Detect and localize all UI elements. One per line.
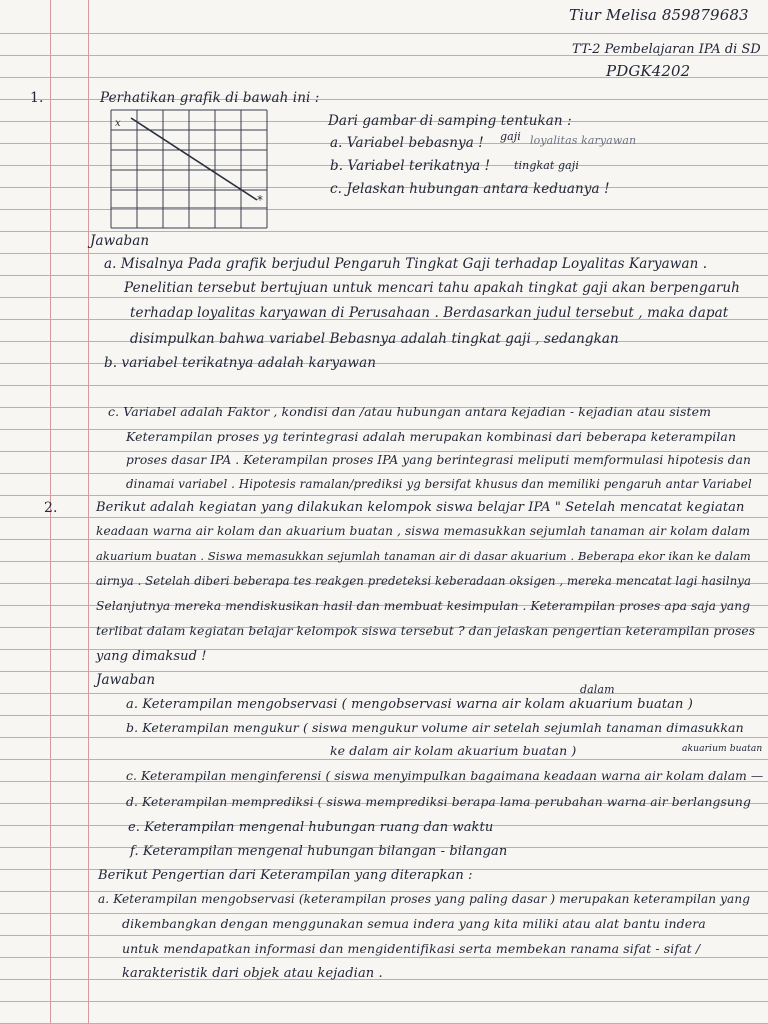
q2-definition-line: untuk mendapatkan informasi dan mengidentifikasi serta membekan ranama sifat - sifat /	[122, 941, 701, 956]
q1-item-a: a. Variabel bebasnya !	[330, 135, 484, 151]
q2-text-line: akuarium buatan . Siswa memasukkan sejumlah tanaman air di dasar akuarium . Beberapa ekor ikan ke dalam	[96, 549, 751, 563]
q2-answer-line: e. Keterampilan mengenal hubungan ruang dan waktu	[128, 820, 494, 835]
q2-text-line: yang dimaksud !	[96, 649, 207, 664]
q1-note-tingkat: tingkat gaji	[514, 159, 579, 172]
student-name-id: Tiur Melisa 859879683	[569, 6, 749, 24]
q2-answer-line: a. Keterampilan mengobservasi ( mengobservasi warna air kolam akuarium buatan )	[126, 697, 693, 712]
q1-answer-line: disimpulkan bahwa variabel Bebasnya adalah tingkat gaji , sedangkan	[130, 331, 619, 347]
question-1-number: 1.	[30, 90, 44, 106]
q1-answer-line: dinamai variabel . Hipotesis ramalan/prediksi yg bersifat khusus dan memiliki pengaruh antar Variabel	[126, 477, 752, 491]
q1-answer-line: c. Variabel adalah Faktor , kondisi dan /atau hubungan antara kejadian - kejadian atau sistem	[108, 404, 712, 419]
q2-answer-line: ke dalam air kolam akuarium buatan )	[330, 743, 577, 758]
q2-note-dalam: dalam	[580, 683, 615, 696]
svg-text:*: *	[257, 193, 263, 207]
q2-text-line: keadaan warna air kolam dan akuarium buatan , siswa memasukkan sejumlah tanaman air kolam dalam	[96, 524, 751, 538]
q2-answer-line: c. Keterampilan menginferensi ( siswa menyimpulkan bagaimana keadaan warna air kolam dalam —	[126, 769, 764, 783]
question-1-prompt: Perhatikan grafik di bawah ini :	[100, 90, 320, 106]
q2-text-line: Selanjutnya mereka mendiskusikan hasil dan membuat kesimpulan . Keterampilan proses apa saja yang	[96, 599, 751, 613]
q1-item-b: b. Variabel terikatnya !	[330, 158, 491, 174]
q2-note-akuarium: akuarium buatan	[682, 744, 763, 754]
margin-line-right	[88, 0, 89, 1024]
q1-answer-line: b. variabel terikatnya adalah karyawan	[104, 355, 377, 371]
q2-answer-line: d. Keterampilan memprediksi ( siswa memprediksi berapa lama perubahan warna air berlangsung	[126, 795, 751, 809]
q1-answer-line: proses dasar IPA . Keterampilan proses IPA yang berintegrasi meliputi memformulasi hipotesis dan	[126, 453, 751, 467]
course-title: TT-2 Pembelajaran IPA di SD	[572, 42, 761, 57]
q2-text-line: airnya . Setelah diberi beberapa tes reakgen predeteksi keberadaan oksigen , mereka mencatat lagi hasilnya	[96, 574, 752, 588]
q1-item-c: c. Jelaskan hubungan antara keduanya !	[330, 181, 610, 197]
q1-answer-line: terhadap loyalitas karyawan di Perusahaan . Berdasarkan judul tersebut , maka dapat	[130, 305, 729, 321]
q1-note-gaji: gaji	[500, 130, 521, 143]
graph-axis-label: x	[115, 118, 121, 129]
q2-definition-line: a. Keterampilan mengobservasi (keterampilan proses yang paling dasar ) merupakan keterampilan yang	[98, 892, 751, 906]
q2-answer-line: f. Keterampilan mengenal hubungan bilangan - bilangan	[130, 844, 508, 859]
q2-definition-line: karakteristik dari objek atau kejadian .	[122, 966, 383, 981]
q1-answer-line: a. Misalnya Pada grafik berjudul Pengaruh Tingkat Gaji terhadap Loyalitas Karyawan .	[104, 256, 708, 272]
q2-text-line: terlibat dalam kegiatan belajar kelompok siswa tersebut ? dan jelaskan pengertian keterampilan proses	[96, 624, 756, 638]
q1-note-loyalitas: loyalitas karyawan	[530, 134, 637, 147]
q2-definition-line: dikembangkan dengan menggunakan semua indera yang kita miliki atau alat bantu indera	[122, 916, 706, 931]
graph-svg	[107, 108, 269, 230]
q1-answer-line: Penelitian tersebut bertujuan untuk mencari tahu apakah tingkat gaji akan berpengaruh	[124, 280, 740, 296]
q2-jawaban-label: Jawaban	[96, 672, 156, 688]
q1-instruction: Dari gambar di samping tentukan :	[328, 113, 572, 129]
q1-jawaban-label: Jawaban	[90, 233, 150, 249]
q2-answer-line: b. Keterampilan mengukur ( siswa mengukur volume air setelah sejumlah tanaman dimasukkan	[126, 720, 744, 735]
q1-answer-line: Keterampilan proses yg terintegrasi adalah merupakan kombinasi dari beberapa keterampilan	[126, 429, 737, 444]
graph-grid	[107, 108, 269, 230]
q2-definition-title: Berikut Pengertian dari Keterampilan yang diterapkan :	[98, 868, 473, 883]
course-code: PDGK4202	[606, 62, 691, 80]
question-2-number: 2.	[44, 500, 58, 516]
q2-text-line: Berikut adalah kegiatan yang dilakukan kelompok siswa belajar IPA " Setelah mencatat kegiatan	[96, 500, 745, 515]
